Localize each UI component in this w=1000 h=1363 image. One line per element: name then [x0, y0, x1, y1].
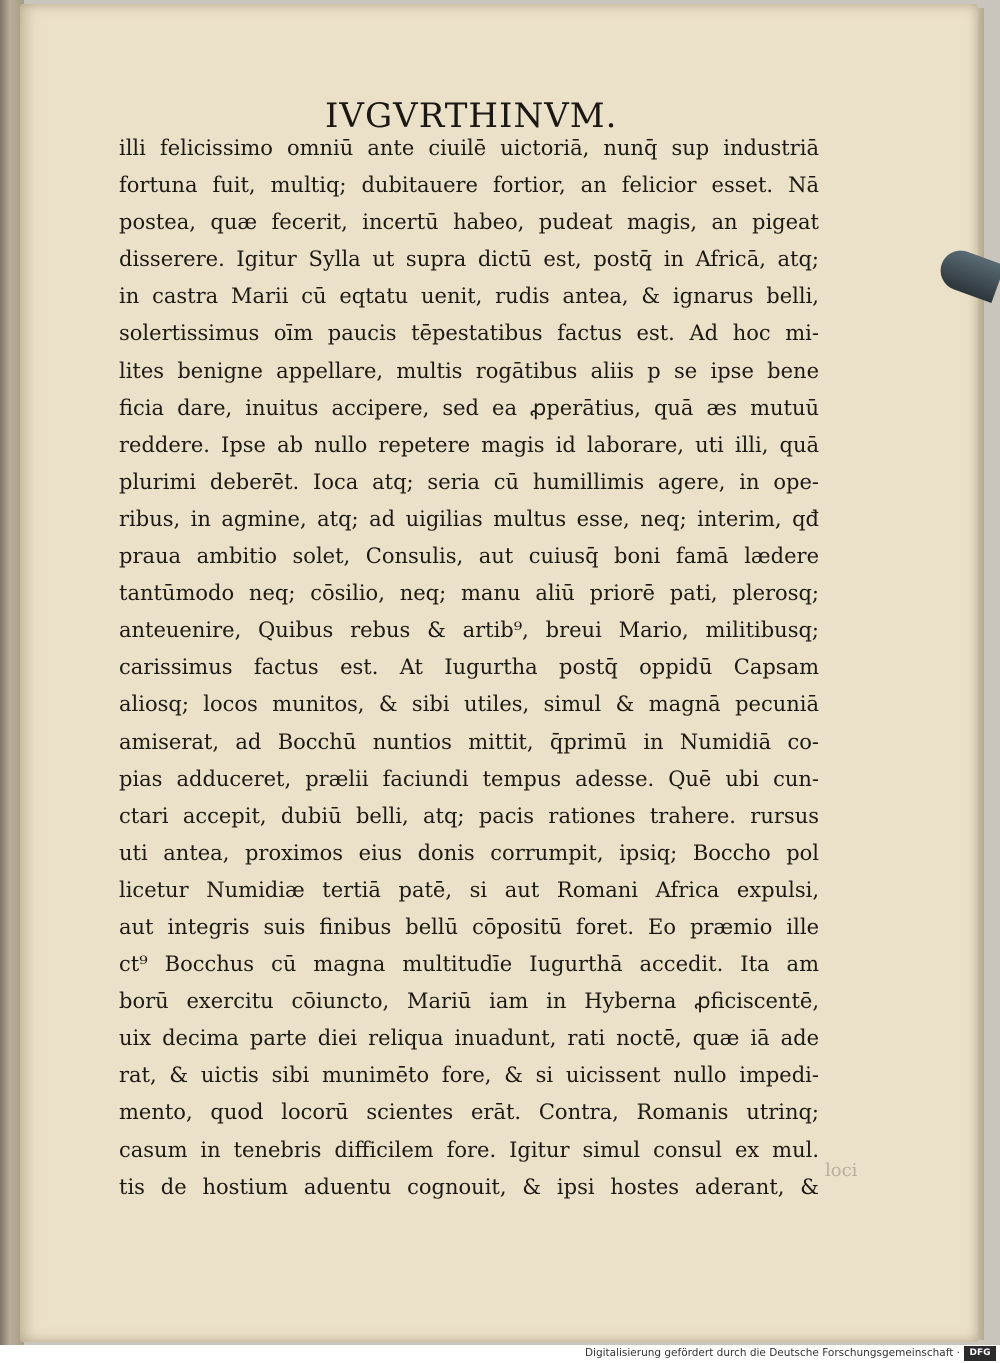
text-line: licetur Numidiæ tertiā patē, si aut Romani Africa expulsi, [119, 877, 819, 902]
text-line: aliosq; locos munitos, & sibi utiles, simul & magnā pecuniā [119, 692, 819, 717]
text-line: postea, quæ fecerit, incertū habeo, pudeat magis, an pigeat [119, 210, 819, 235]
text-line: uti antea, proximos eius donis corrumpit, ipsiq; Boccho pol [119, 840, 819, 865]
text-line: mento, quod locorū scientes erāt. Contra, Romanis utrinq; [119, 1100, 819, 1125]
text-line: amiserat, ad Bocchū nuntios mittit, q̄primū in Numidiā co- [119, 729, 819, 754]
text-line: uix decima parte diei reliqua inuadunt, rati noctē, quæ iā ade [119, 1026, 819, 1051]
text-line: illi felicissimo omniū ante ciuilē uictoriā, nunq̄ sup industriā [119, 136, 819, 160]
text-line: lites benigne appellare, multis rogātibus aliis p se ipse bene [119, 358, 819, 383]
text-line: aut integris suis finibus bellū cōpositū foret. Eo præmio ille [119, 914, 819, 939]
show-through-text: loci [825, 1160, 858, 1181]
text-line: tis de hostium aduentu cognouit, & ipsi hostes aderant, & [119, 1174, 819, 1199]
text-line: casum in tenebris difficilem fore. Igitur simul consul ex mul. [119, 1137, 819, 1162]
text-line: ct⁹ Bocchus cū magna multitudīe Iugurthā accedit. Ita am [119, 952, 819, 977]
text-line: fortuna fuit, multiq; dubitauere fortior, an felicior esset. Nā [119, 173, 819, 198]
digitization-credit: Digitalisierung gefördert durch die Deutsche Forschungsgemeinschaft · [584, 1347, 960, 1359]
text-line: rat, & uictis sibi munimēto fore, & si uicissent nullo impedi- [119, 1063, 819, 1088]
text-line: carissimus factus est. At Iugurtha postq̄ oppidū Capsam [119, 655, 819, 680]
text-line: reddere. Ipse ab nullo repetere magis id laborare, uti illi, quā [119, 432, 819, 457]
text-line: anteuenire, Quibus rebus & artib⁹, breui Mario, militibusq; [119, 618, 819, 643]
dfg-logo: DFG [964, 1346, 996, 1361]
text-line: ribus, in agmine, atq; ad uigilias multus esse, neq; interim, qđ [119, 506, 819, 531]
text-line: in castra Marii cū eqtatu uenit, rudis antea, & ignarus belli, [119, 284, 819, 309]
text-line: plurimi deberēt. Ioca atq; seria cū humillimis agere, in ope- [119, 469, 819, 494]
text-line: disserere. Igitur Sylla ut supra dictū est, postq̄ in Africā, atq; [119, 247, 819, 272]
text-line: praua ambitio solet, Consulis, aut cuiusq̄ boni famā lædere [119, 544, 819, 569]
text-line: tantūmodo neq; cōsilio, neq; manu aliū priorē pati, plerosq; [119, 581, 819, 606]
text-line: solertissimus oīm paucis tēpestatibus factus est. Ad hoc mi- [119, 321, 819, 346]
text-line: ctari accepit, dubiū belli, atq; pacis rationes trahere. rursus [119, 803, 819, 828]
running-head: IVGVRTHINVM. [325, 96, 618, 136]
body-text [119, 130, 819, 1206]
text-line: borū exercitu cōiuncto, Mariū iam in Hyberna ꝓficiscentē, [119, 989, 819, 1014]
text-line: pias adduceret, prælii faciundi tempus adesse. Quē ubi cun- [119, 766, 819, 791]
text-line: ficia dare, inuitus accipere, sed ea ꝓperātius, quā æs mutuū [119, 395, 819, 420]
